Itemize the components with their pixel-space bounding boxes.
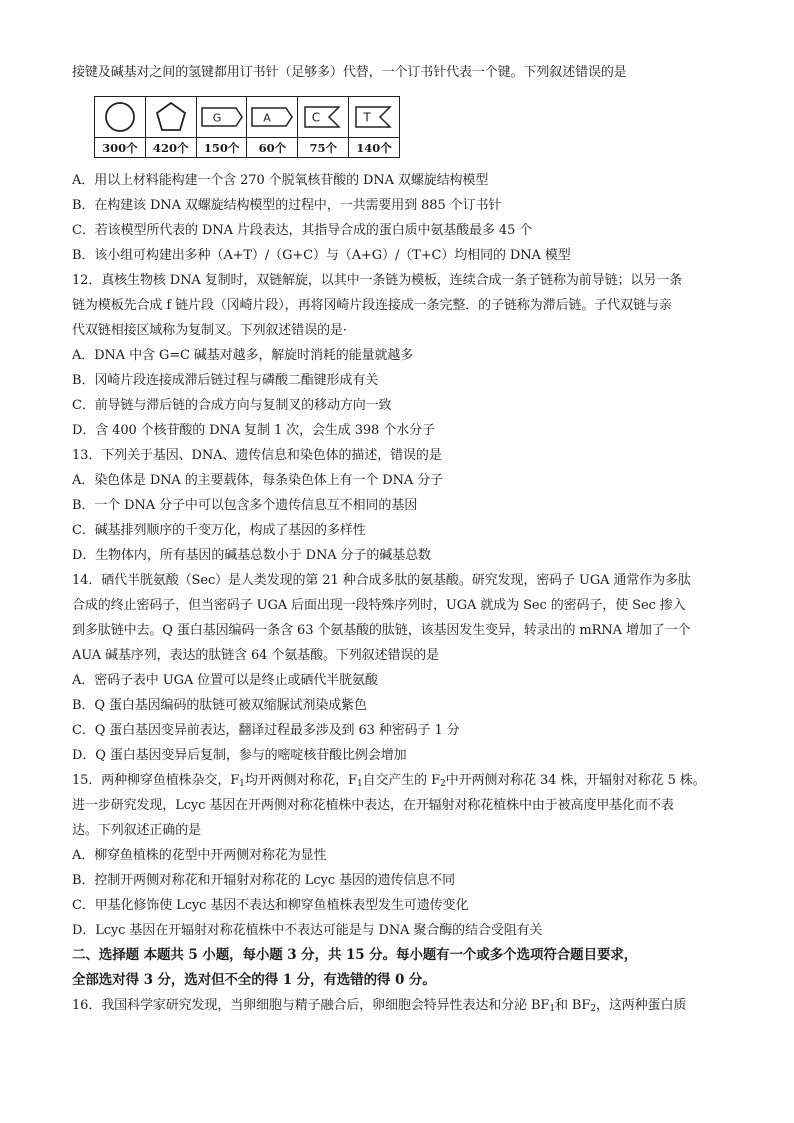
base-g-label: G [212,111,221,125]
q15-text: 15．两种柳穿鱼植株杂交，F [72,773,240,788]
q15-option-b: B．控制开两侧对称花和开辐射对称花的 Lcyc 基因的遗传信息不同 [72,873,456,888]
material-count: 60个 [258,140,287,155]
q15-text: 自交产生的 F [362,773,441,788]
q12-option-b: B．冈崎片段连接成滞后链过程与磷酸二酯键形成有关 [72,373,379,388]
base-g-icon [200,105,244,129]
section-heading: 全部选对得 3 分，选对但不全的得 1 分，有选错的得 0 分。 [72,972,436,988]
q14-option-a: A．密码子表中 UGA 位置可以是终止或硒代半胱氨酸 [72,673,378,688]
q12-option-a: A．DNA 中含 G=C 碱基对越多，解旋时消耗的能量就越多 [72,348,414,363]
q16-text: 和 BF [555,998,591,1013]
q16-stem-line [72,997,732,1015]
q12-option-c: C．前导链与滞后链的合成方向与复制叉的移动方向一致 [72,398,392,413]
base-a-icon [250,105,294,129]
base-c-label: C [312,110,321,125]
q16-text: ，这两种蛋白质 [595,998,687,1013]
q13-option-a: A．染色体是 DNA 的主要载体，每条染色体上有一个 DNA 分子 [72,473,443,488]
subscript: 2 [440,779,446,789]
q12-stem-line: 12．真核生物核 DNA 复制时，双链解旋，以其中一条链为模板，连续合成一条子链称为前导链；以另一条 [72,273,682,288]
q11-option-a: A．用以上材料能构建一个含 270 个脱氧核苷酸的 DNA 双螺旋结构模型 [72,173,489,188]
base-t-label: T [363,110,371,125]
q11-option-b: B．在构建该 DNA 双螺旋结构模型的过程中，一共需要用到 885 个订书针 [72,198,502,213]
q15-text: 均开两侧对称花，F [244,773,357,788]
q15-stem-line: 进一步研究发现，Lcyc 基因在开两侧对称花植株中表达，在开辐射对称花植株中由于被高度甲基化而不表 [72,798,674,813]
material-phosphate [146,97,197,157]
base-a-label: A [263,111,272,125]
q16-text: 16．我国科学家研究发现，当卵细胞与精子融合后，卵细胞会特异性表达和分泌 BF [72,998,550,1013]
section-heading: 二、选择题 本题共 5 小题，每小题 3 分，共 15 分。每小题有一个或多个选项符合题目要求， [72,947,638,963]
q13-option-c: C．碱基排列顺序的千变万化，构成了基因的多样性 [72,523,366,538]
q14-stem-line: AUA 碱基序列，表达的肽链含 64 个氨基酸。下列叙述错误的是 [72,648,440,663]
material-count: 300个 [102,140,138,155]
q12-option-d: D．含 400 个核苷酸的 DNA 复制 1 次，会生成 398 个水分子 [72,423,435,438]
material-base-a [247,97,298,157]
material-count: 420个 [152,140,189,155]
q15-text: 中开两侧对称花 34 株，开辐射对称花 5 株。 [445,773,706,788]
subscript: 1 [239,779,245,789]
circle-icon [103,100,137,134]
q13-option-d: D．生物体内，所有基因的碱基总数小于 DNA 分子的碱基总数 [72,548,431,563]
intro-line: 接键及碱基对之间的氢键都用订书针（足够多）代替，一个订书针代表一个键。下列叙述错误的是 [72,65,627,80]
q15-stem-line: 达。下列叙述正确的是 [72,823,202,838]
q15-option-a: A．柳穿鱼植株的花型中开两侧对称花为显性 [72,848,327,863]
material-count: 140个 [356,140,392,155]
subscript: 2 [590,1004,596,1014]
material-deoxyribose [95,97,146,157]
pentagon-icon [154,100,188,134]
material-base-c [298,97,349,157]
q13-option-b: B．一个 DNA 分子中可以包含多个遗传信息互不相同的基因 [72,498,418,513]
q14-option-d: D．Q 蛋白基因变异后复制，参与的嘧啶核苷酸比例会增加 [72,748,407,763]
q13-stem: 13．下列关于基因、DNA、遗传信息和染色体的描述，错误的是 [72,448,442,463]
q14-option-b: B．Q 蛋白基因编码的肽链可被双缩脲试剂染成紫色 [72,698,367,713]
material-base-g [197,97,248,157]
q14-stem-line: 14．硒代半胱氨酸（Sec）是人类发现的第 21 种合成多肽的氨基酸。研究发现，密码子 UGA 通常作为多肽 [72,573,691,588]
q12-stem-line: 链为模板先合成 f 链片段（冈崎片段），再将冈崎片段连接成一条完整．的子链称为滞后链。子代双链与亲 [72,298,672,313]
subscript: 1 [356,779,363,789]
q14-option-c: C．Q 蛋白基因变异前表达，翻译过程最多涉及到 63 种密码子 1 分 [72,723,460,738]
base-t-icon [354,104,394,130]
q12-stem-line: 代双链相接区域称为复制叉。下列叙述错误的是· [72,323,347,338]
materials-table [94,96,400,158]
q15-option-d: D．Lcyc 基因在开辐射对称花植株中不表达可能是与 DNA 聚合酶的结合受阻有关 [72,923,543,938]
q15-stem-line [72,772,732,790]
q14-stem-line: 合成的终止密码子，但当密码子 UGA 后面出现一段特殊序列时，UGA 就成为 Sec 的密码子，使 Sec 掺入 [72,598,686,613]
base-c-icon [303,104,343,130]
material-count: 150个 [203,140,240,155]
material-count: 75个 [309,140,337,155]
q14-stem-line: 到多肽链中去。Q 蛋白基因编码一条含 63 个氨基酸的肽链，该基因发生变异，转录出的 mRNA 增加了一个 [72,623,691,638]
q15-option-c: C．甲基化修饰使 Lcyc 基因不表达和柳穿鱼植株表型发生可遗传变化 [72,898,469,913]
q11-option-c: C．若该模型所代表的 DNA 片段表达，其指导合成的蛋白质中氨基酸最多 45 个 [72,223,533,238]
material-base-t [349,97,399,157]
q11-option-d: B．该小组可构建出多种（A+T）/（G+C）与（A+G）/（T+C）均相同的 DNA 模型 [72,248,571,263]
subscript: 1 [549,1004,555,1014]
